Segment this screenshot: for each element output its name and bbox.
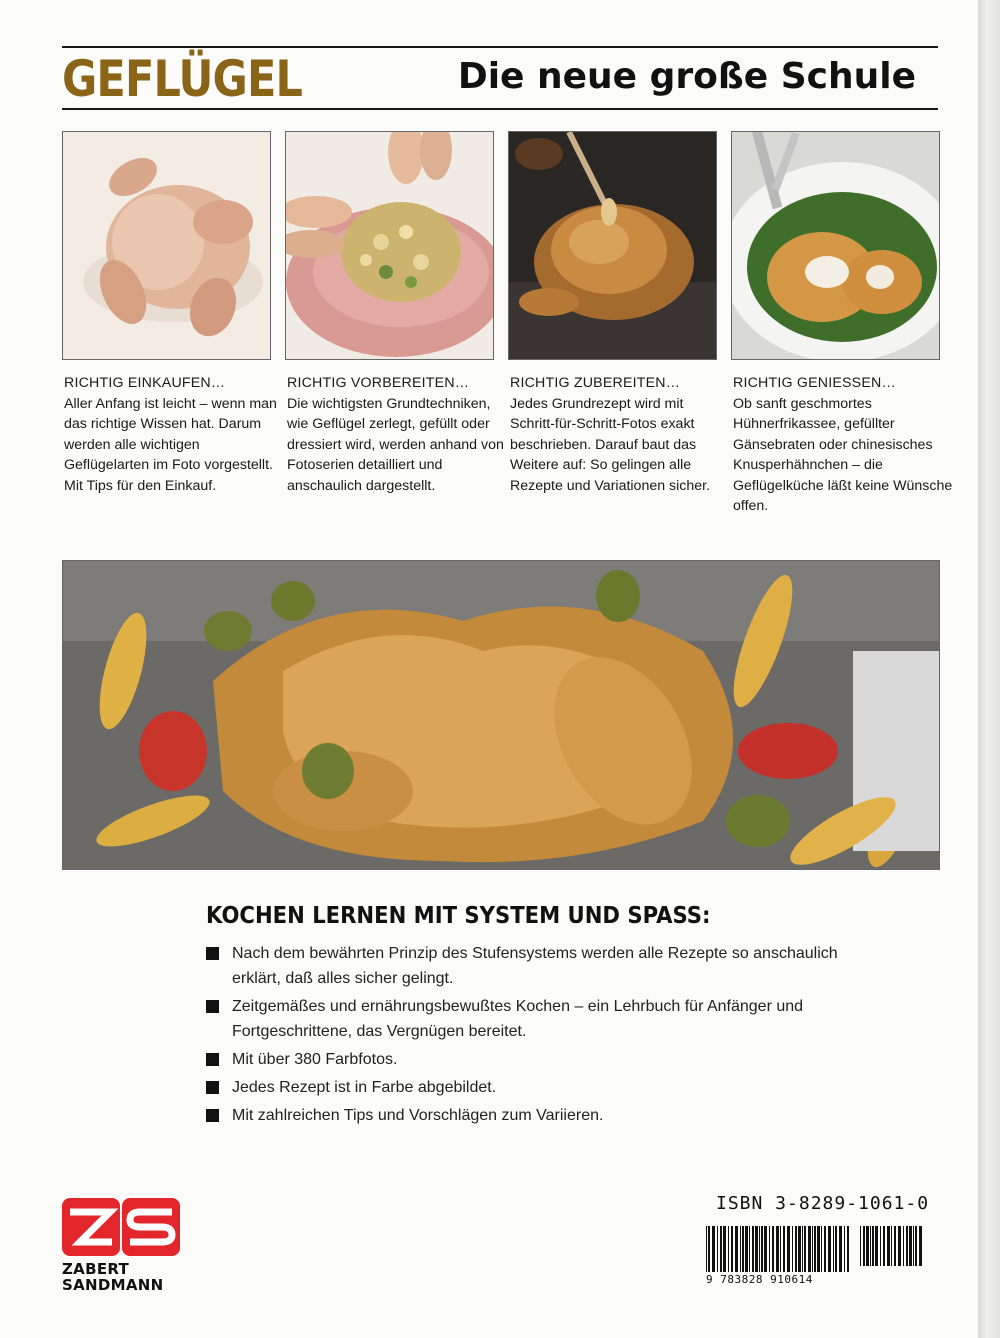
column-heading: RICHTIG ZUBEREITEN… <box>510 375 681 391</box>
ean-number: 9 783828 910614 <box>706 1273 813 1286</box>
column-enjoying <box>733 373 955 517</box>
square-bullet-icon <box>206 1109 219 1122</box>
header-rule-bottom <box>62 108 938 110</box>
publisher-name-line2: SANDMANN <box>62 1276 164 1294</box>
roast-chicken-platter-photo <box>62 560 940 870</box>
raw-chicken-photo <box>62 131 271 360</box>
column-shopping <box>64 373 286 496</box>
header-rule-top <box>62 46 938 48</box>
roast-chicken-photo <box>508 131 717 360</box>
list-item: Mit über 380 Farbfotos. <box>206 1047 846 1072</box>
addon-barcode-icon <box>860 1226 924 1266</box>
list-item: Mit zahlreichen Tips und Vorschlägen zum Variieren. <box>206 1103 846 1128</box>
column-body: Jedes Grundrezept wird mit Schritt-für-Schritt-Fotos exakt beschrieben. Darauf baut das Weitere auf: So gelingen alle Rezepte und Variationen sicher. <box>510 395 711 494</box>
column-body: Die wichtigsten Grundtechniken, wie Geflügel zerlegt, gefüllt oder dressiert wird, werden anhand von Fotoserien detailliert und anschaulich dargestellt. <box>287 395 504 494</box>
publisher-logo <box>62 1198 182 1293</box>
square-bullet-icon <box>206 947 219 960</box>
square-bullet-icon <box>206 1000 219 1013</box>
column-heading: RICHTIG GENIESSEN… <box>733 375 896 391</box>
column-preparation <box>287 373 509 496</box>
series-subtitle: Die neue große Schule <box>457 56 916 97</box>
column-heading: RICHTIG VORBEREITEN… <box>287 375 470 391</box>
square-bullet-icon <box>206 1081 219 1094</box>
stuffing-prep-photo <box>285 131 494 360</box>
publisher-name-line1: ZABERT <box>62 1260 130 1278</box>
column-cooking <box>510 373 732 496</box>
square-bullet-icon <box>206 1053 219 1066</box>
zs-logo-icon <box>62 1198 180 1256</box>
ean-barcode-icon <box>706 1226 852 1272</box>
column-body: Ob sanft geschmortes Hühnerfrikassee, gefüllter Gänsebraten oder chinesisches Knusperhähnchen – die Geflügelküche läßt keine Wünsche offen. <box>733 395 953 514</box>
list-item: Zeitgemäßes und ernährungsbewußtes Kochen – ein Lehrbuch für Anfänger und Fortgeschrittene, das Vergnügen bereitet. <box>206 994 846 1044</box>
book-edge <box>978 0 1000 1338</box>
selling-points-list <box>206 941 846 1131</box>
brand-title: GEFLÜGEL <box>62 50 303 108</box>
list-item: Nach dem bewährten Prinzip des Stufensystems werden alle Rezepte so anschaulich erklärt, daß alles sicher gelingt. <box>206 941 846 991</box>
column-body: Aller Anfang ist leicht – wenn man das richtige Wissen hat. Darum werden alle wichtigen Geflügelarten im Foto vorgestellt. Mit Tips für den Einkauf. <box>64 395 277 494</box>
selling-points-title: KOCHEN LERNEN MIT SYSTEM UND SPASS: <box>206 903 711 929</box>
column-heading: RICHTIG EINKAUFEN… <box>64 375 226 391</box>
list-item: Jedes Rezept ist in Farbe abgebildet. <box>206 1075 846 1100</box>
isbn-label: ISBN 3-8289-1061-0 <box>716 1193 930 1214</box>
plated-dish-photo <box>731 131 940 360</box>
